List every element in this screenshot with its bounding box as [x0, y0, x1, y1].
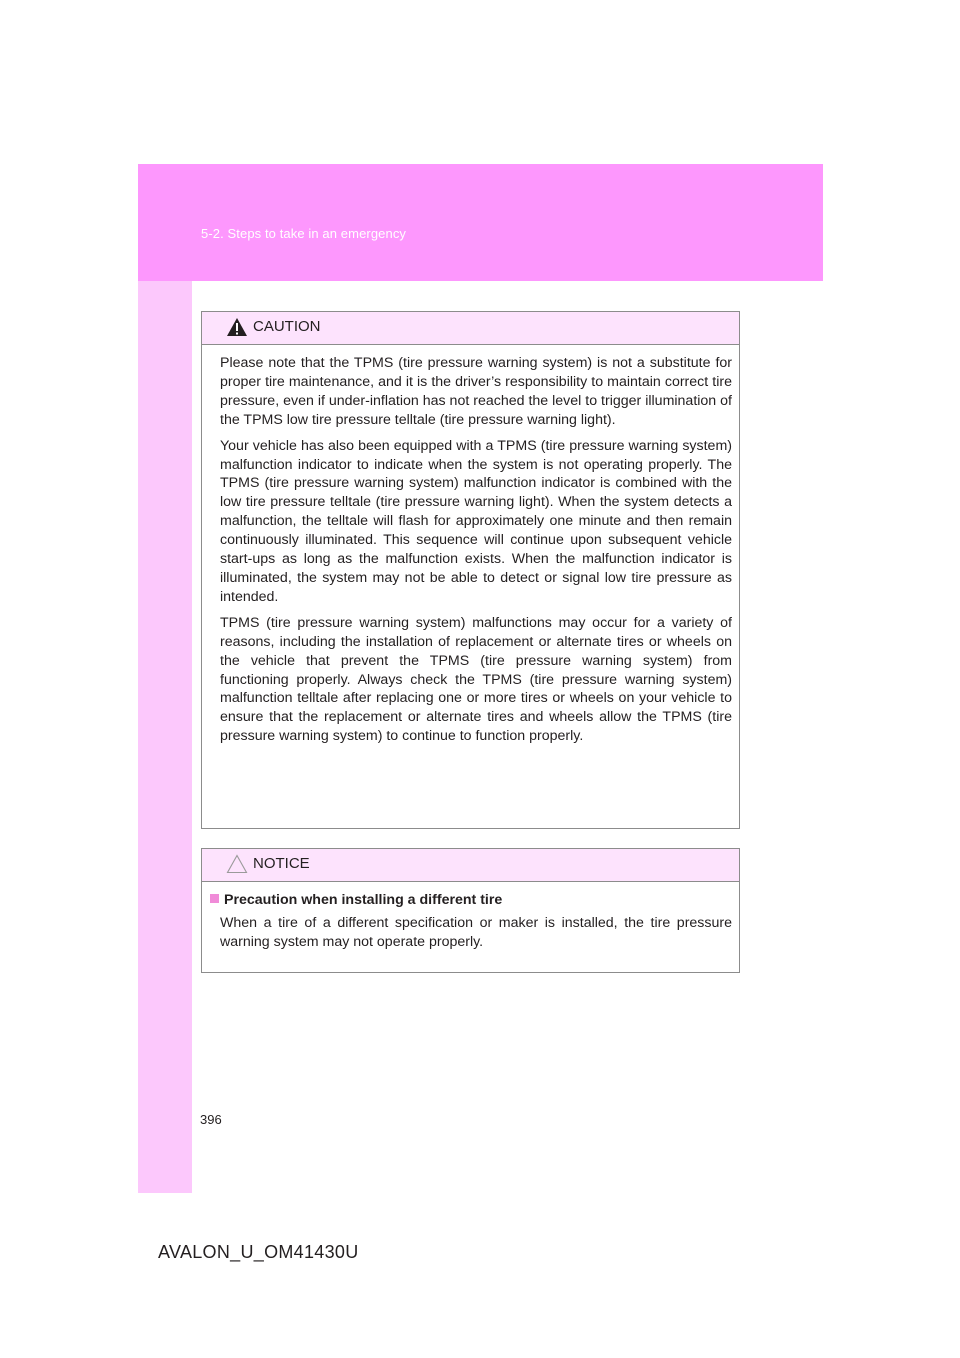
notice-label: NOTICE [253, 855, 310, 872]
caution-box [201, 311, 740, 829]
notice-subhead-text: Precaution when installing a different tire [224, 892, 503, 908]
document-code: AVALON_U_OM41430U [158, 1242, 359, 1262]
caution-paragraph: TPMS (tire pressure warning system) malfunctions may occur for a variety of reasons, including the installation of replacement or alternate tires or wheels on the vehicle that prevent the TPMS (tire pressure warning system) from functioning properly. Always check the TPMS (tire pressure warning system) malfunction telltale after replacing one or more tires or wheels on your vehicle to ensure that the replacement or alternate tires and wheels allow the TPMS (tire pressure warning system) to continue to function properly. [220, 614, 732, 745]
page-number: 396 [200, 1112, 222, 1127]
square-bullet-icon [210, 894, 219, 903]
caution-paragraph: Please note that the TPMS (tire pressure warning system) is not a substitute for proper tire maintenance, and it is the driver’s responsibility to maintain correct tire pressure, even if under-inflation has not reached the level to trigger illumination of the TPMS low tire pressure telltale (tire pressure warning light). [220, 355, 732, 428]
caution-header [202, 312, 739, 345]
notice-box [201, 848, 740, 973]
header-band [138, 164, 823, 281]
notice-header [202, 849, 739, 882]
caution-paragraph: Your vehicle has also been equipped with a TPMS (tire pressure warning system) malfunction indicator to indicate when the system is not operating properly. The TPMS (tire pressure warning system) malfunction indicator is combined with the low tire pressure telltale (tire pressure warning light). When the system detects a malfunction, the telltale will flash for approximately one minute and then remain continuously illuminated. This sequence will continue upon subsequent vehicle start-ups as long as the malfunction exists. When the malfunction indicator is illuminated, the system may not be able to detect or signal low tire pressure as intended. [220, 437, 732, 605]
notice-paragraph: When a tire of a different specification or maker is installed, the tire pressure warning system may not operate properly. [220, 914, 732, 950]
side-band [138, 164, 192, 1193]
section-title: 5-2. Steps to take in an emergency [201, 226, 407, 241]
notice-subhead [210, 891, 732, 910]
warning-triangle-filled-icon [226, 317, 248, 337]
caution-label: CAUTION [253, 318, 321, 335]
warning-triangle-outline-icon [226, 854, 248, 874]
